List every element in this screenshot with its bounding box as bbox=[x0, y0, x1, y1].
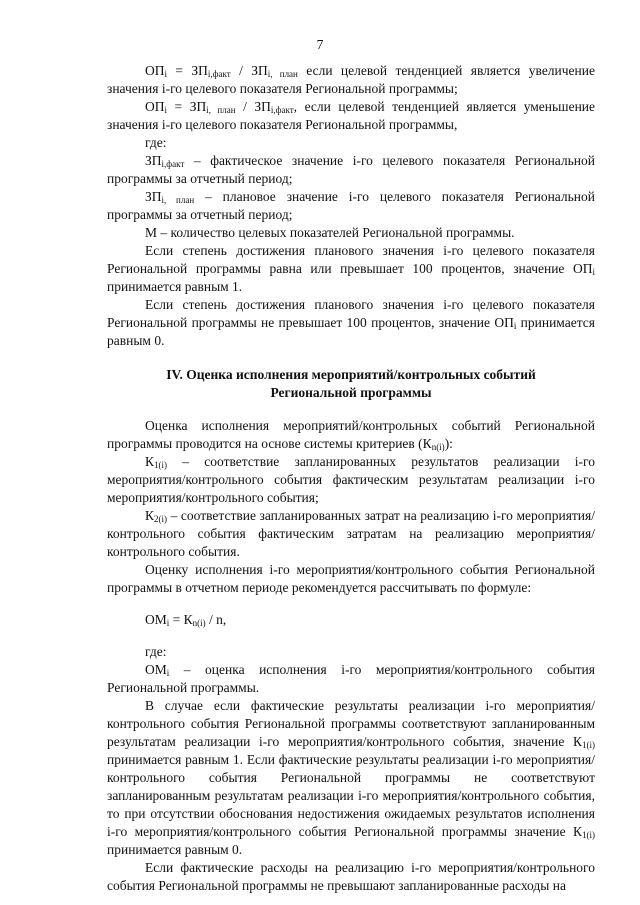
paragraph bbox=[107, 242, 595, 296]
subscript: 1(i) bbox=[582, 740, 595, 750]
subscript: 1(i) bbox=[582, 830, 595, 840]
paragraph bbox=[107, 417, 595, 453]
paragraph bbox=[107, 453, 595, 507]
paragraph bbox=[107, 561, 595, 597]
page-number: 7 bbox=[316, 37, 324, 52]
text-run: принимается равным 1. Если фактические результаты реализации i-го мероприятия/контрольного события Региональной программы не соответствуют запланированным результатам реализации i-го мероприятия/контрольного события, то при отсутствии обоснования недостижения ожидаемых результатов исполнения i-го мероприятия/контрольного события Региональной программы значение К bbox=[107, 752, 595, 839]
formula bbox=[107, 611, 595, 629]
subscript: n(i) bbox=[192, 618, 206, 628]
paragraph bbox=[107, 62, 595, 98]
text-run: – соответствие запланированных результатов реализации i-го мероприятия/контрольного события фактическим результатам реализации i-го мероприятия/контрольного события; bbox=[107, 454, 595, 505]
text-run: ): bbox=[444, 436, 453, 451]
subscript: n(i) bbox=[431, 442, 445, 452]
text-run: где: bbox=[145, 644, 167, 659]
text-run: ОП bbox=[145, 63, 165, 78]
subscript: i, план bbox=[267, 69, 298, 79]
subscript: 2(i) bbox=[154, 514, 168, 524]
text-run: ОП bbox=[145, 99, 165, 114]
paragraph bbox=[107, 98, 595, 134]
subscript: 1(i) bbox=[154, 460, 168, 470]
section-bottom bbox=[107, 643, 595, 895]
paragraph bbox=[107, 661, 595, 697]
text-run: / ЗП bbox=[235, 99, 271, 114]
text-run: где: bbox=[145, 135, 167, 150]
text-run: В случае если фактические результаты реализации i-го мероприятия/контрольного события Региональной программы соответствуют запланированным результатам реализации i-го мероприятия/контрольного события, значение К bbox=[107, 698, 595, 749]
paragraph bbox=[107, 643, 595, 661]
text-run: Оценка исполнения мероприятий/контрольных событий Региональной программы проводится на основе системы критериев (К bbox=[107, 418, 595, 451]
text-run: М – количество целевых показателей Региональной программы. bbox=[145, 225, 515, 240]
text-run: – фактическое значение i-го целевого показателя Региональной программы за отчетный период; bbox=[107, 153, 595, 186]
subscript: i bbox=[164, 105, 168, 115]
paragraph bbox=[107, 697, 595, 859]
text-run: – плановое значение i-го целевого показателя Региональной программы за отчетный период; bbox=[107, 189, 595, 222]
paragraph bbox=[107, 152, 595, 188]
text-run: К bbox=[145, 454, 155, 469]
subscript: i bbox=[166, 618, 170, 628]
section-top bbox=[107, 62, 595, 350]
text-run: Если степень достижения планового значения i-го целевого показателя Региональной программы равна или превышает 100 процентов, значение ОП bbox=[107, 243, 595, 276]
text-run: ОМ bbox=[145, 612, 167, 627]
paragraph bbox=[107, 134, 595, 152]
text-run: Если фактические расходы на реализацию i-го мероприятия/контрольного события Региональной программы не превышают запланированные расходы на bbox=[107, 860, 595, 893]
subscript: i bbox=[166, 668, 170, 678]
document-body bbox=[107, 62, 595, 895]
subscript: i,факт bbox=[161, 159, 185, 169]
text-run: = ЗП bbox=[167, 63, 208, 78]
text-run: принимается равным 1. bbox=[107, 279, 243, 294]
text-run: = К bbox=[169, 612, 193, 627]
text-run: ЗП bbox=[145, 189, 162, 204]
text-run: / ЗП bbox=[230, 63, 268, 78]
heading-line-1: IV. Оценка исполнения мероприятий/контрольных событий bbox=[166, 367, 536, 382]
text-run: ЗП bbox=[145, 153, 162, 168]
heading-line-2: Региональной программы bbox=[270, 385, 432, 400]
paragraph bbox=[107, 859, 595, 895]
section-mid bbox=[107, 417, 595, 597]
text-run: / n, bbox=[205, 612, 227, 627]
subscript: i, план bbox=[206, 105, 236, 115]
paragraph bbox=[107, 188, 595, 224]
text-run: – оценка исполнения i-го мероприятия/контрольного события Региональной программы. bbox=[107, 662, 595, 695]
paragraph bbox=[107, 296, 595, 350]
subscript: i, план bbox=[161, 195, 195, 205]
text-run: , если целевой тенденцией является уменьшение значения i-го целевого показателя Региональной программы, bbox=[107, 99, 596, 132]
subscript: i,факт bbox=[270, 105, 294, 115]
subscript: i bbox=[513, 321, 517, 331]
text-run: ОМ bbox=[145, 662, 167, 677]
text-run: = ЗП bbox=[167, 99, 207, 114]
text-run: К bbox=[145, 508, 155, 523]
text-run: принимается равным 0. bbox=[107, 842, 243, 857]
section-heading bbox=[107, 366, 595, 402]
text-run: принимается равным 0. bbox=[107, 315, 595, 348]
subscript: i,факт bbox=[207, 69, 231, 79]
paragraph bbox=[107, 507, 595, 561]
text-run: Если степень достижения планового значения i-го целевого показателя Региональной программы не превышает 100 процентов, значение ОП bbox=[107, 297, 595, 330]
paragraph bbox=[107, 224, 595, 242]
text-run: – соответствие запланированных затрат на реализацию i-го мероприятия/контрольного события фактическим затратам на реализацию мероприятия/контрольного события. bbox=[107, 508, 595, 559]
text-run: если целевой тенденцией является увеличение значения i-го целевого показателя Региональной программы; bbox=[107, 63, 595, 96]
subscript: i bbox=[592, 267, 595, 277]
text-run: Оценку исполнения i-го мероприятия/контрольного события Региональной программы в отчетном периоде рекомендуется рассчитывать по формуле: bbox=[107, 562, 595, 595]
subscript: i bbox=[164, 69, 168, 79]
